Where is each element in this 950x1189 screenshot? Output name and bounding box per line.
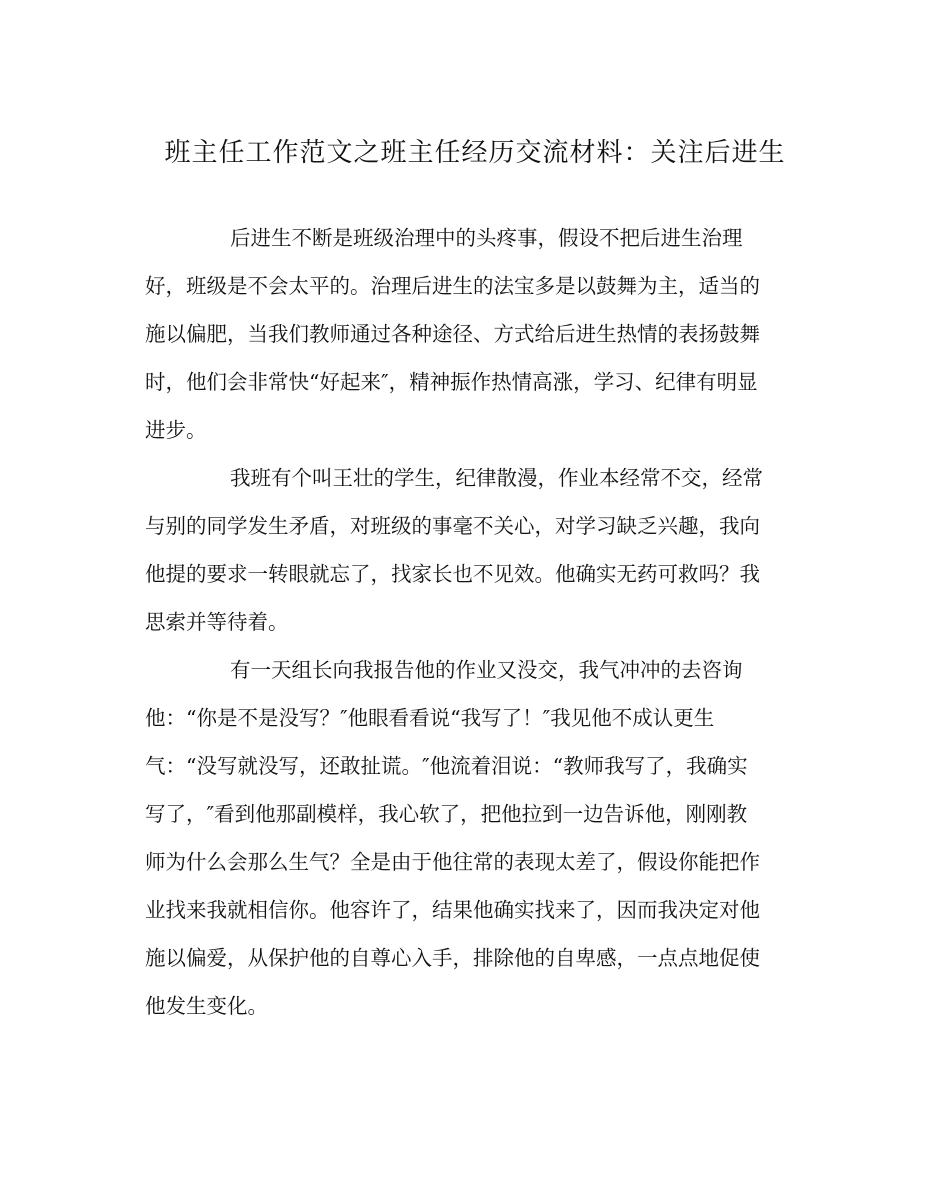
paragraph-3-line-8: 他发生变化。 <box>145 994 268 1018</box>
paragraph-1-line-5: 进步。 <box>145 418 207 442</box>
paragraph-3-line-2: 他：“你是不是没写？″他眼看看说“我写了！″我见他不成认更生 <box>145 706 715 730</box>
paragraph-1-line-1: 后进生不断是班级治理中的头疼事，假设不把后进生治理 <box>230 226 743 250</box>
paragraph-3-line-3: 气：“没写就没写，还敢扯谎。″他流着泪说：“教师我写了，我确实 <box>145 754 748 778</box>
paragraph-2-line-2: 与别的同学发生矛盾，对班级的事毫不关心，对学习缺乏兴趣，我向 <box>145 514 760 538</box>
paragraph-1-line-3: 施以偏肥，当我们教师通过各种途径、方式给后进生热情的表扬鼓舞 <box>145 322 760 346</box>
paragraph-3-line-7: 施以偏爱，从保护他的自尊心入手，排除他的自卑感，一点点地促使 <box>145 946 760 970</box>
paragraph-1-line-4: 时，他们会非常快“好起来″，精神振作热情高涨，学习、纪律有明显 <box>145 370 758 394</box>
paragraph-3-line-1: 有一天组长向我报告他的作业又没交，我气冲冲的去咨询 <box>230 658 743 682</box>
paragraph-3-line-4: 写了，″看到他那副模样，我心软了，把他拉到一边告诉他，刚刚教 <box>145 802 748 826</box>
paragraph-2-line-4: 思索并等待着。 <box>145 610 289 634</box>
paragraph-2-line-1: 我班有个叫王壮的学生，纪律散漫，作业本经常不交，经常 <box>230 466 763 490</box>
paragraph-1-line-2: 好，班级是不会太平的。治理后进生的法宝多是以鼓舞为主，适当的 <box>145 274 760 298</box>
paragraph-3-line-6: 业找来我就相信你。他容许了，结果他确实找来了，因而我决定对他 <box>145 898 760 922</box>
paragraph-2-line-3: 他提的要求一转眼就忘了，找家长也不见效。他确实无药可救吗？我 <box>145 562 760 586</box>
document-title: 班主任工作范文之班主任经历交流材料：关注后进生 <box>164 138 786 168</box>
paragraph-3-line-5: 师为什么会那么生气？全是由于他往常的表现太差了，假设你能把作 <box>145 850 760 874</box>
